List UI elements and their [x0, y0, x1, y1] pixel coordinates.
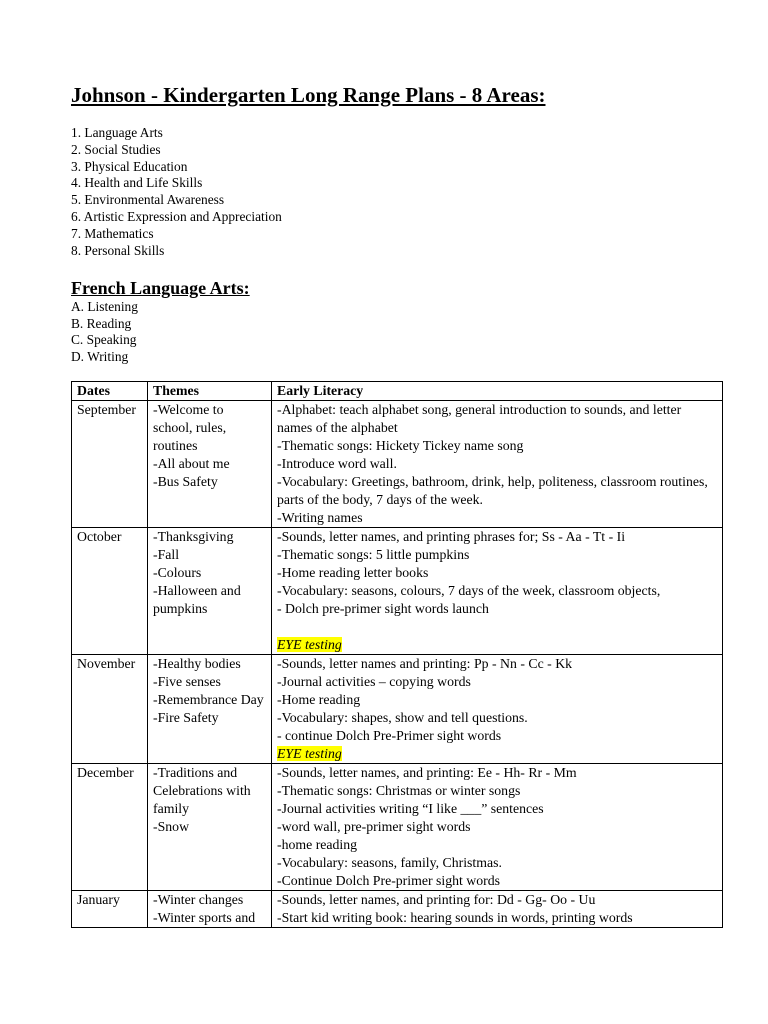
table-row [72, 764, 723, 891]
themes-cell [148, 401, 272, 528]
literacy-item: -Sounds, letter names, and printing phrases for; Ss - Aa - Tt - Ii [277, 529, 626, 544]
literacy-item: -Start kid writing book: hearing sounds in words, printing words [277, 910, 633, 925]
theme-item: -Traditions and Celebrations with family [153, 765, 251, 816]
section-heading: French Language Arts: [71, 278, 250, 298]
theme-item: -Remembrance Day [153, 692, 264, 707]
themes-cell [148, 655, 272, 764]
literacy-item: -Home reading [277, 692, 361, 707]
literacy-item: -Vocabulary: Greetings, bathroom, drink, help, politeness, classroom routines, parts of the body, 7 days of the week. [277, 474, 708, 507]
themes-cell [148, 891, 272, 928]
theme-item: -Welcome to school, rules, routines [153, 402, 227, 453]
literacy-item: -Vocabulary: shapes, show and tell questions. [277, 710, 528, 725]
literacy-item: -Sounds, letter names and printing: Pp - Nn - Cc - Kk [277, 656, 573, 671]
column-header-themes: Themes [148, 382, 272, 401]
date-cell: December [72, 764, 148, 891]
list-item: D. Writing [71, 348, 129, 364]
literacy-item: -Thematic songs: Hickety Tickey name song [277, 438, 524, 453]
theme-item: -Halloween and pumpkins [153, 583, 241, 616]
literacy-item: -Continue Dolch Pre-primer sight words [277, 873, 501, 888]
list-item: B. Reading [71, 315, 132, 331]
table-row [72, 401, 723, 528]
list-item: 2. Social Studies [71, 141, 161, 157]
literacy-cell [272, 655, 723, 764]
table-row [72, 528, 723, 655]
theme-item: -Colours [153, 565, 202, 580]
themes-cell [148, 528, 272, 655]
table-row [72, 655, 723, 764]
literacy-item: -Alphabet: teach alphabet song, general introduction to sounds, and letter names of the alphabet [277, 402, 682, 435]
list-item: C. Speaking [71, 332, 137, 347]
literacy-item: -Sounds, letter names, and printing: Ee - Hh- Rr - Mm [277, 765, 577, 780]
theme-item: -Bus Safety [153, 474, 218, 489]
list-item: 6. Artistic Expression and Appreciation [71, 208, 282, 224]
theme-item: -Healthy bodies [153, 656, 241, 671]
table-row [72, 891, 723, 928]
theme-item: -Winter sports and [153, 910, 256, 925]
date-cell: January [72, 891, 148, 928]
literacy-item: -word wall, pre-primer sight words [277, 819, 471, 834]
theme-item: -Winter changes [153, 892, 244, 907]
literacy-item: -Journal activities writing “I like ___” sentences [277, 801, 544, 816]
literacy-item: - continue Dolch Pre-Primer sight words [277, 728, 502, 743]
eye-testing-highlight: EYE testing [277, 637, 342, 652]
list-item: 1. Language Arts [71, 125, 163, 140]
theme-item: -Five senses [153, 674, 221, 689]
list-item: A. Listening [71, 299, 138, 314]
literacy-item: -Sounds, letter names, and printing for: Dd - Gg- Oo - Uu [277, 892, 596, 907]
literacy-cell [272, 891, 723, 928]
blank-line [277, 618, 717, 636]
theme-item: -Snow [153, 819, 190, 834]
theme-item: -Fire Safety [153, 710, 219, 725]
literacy-item: -Writing names [277, 510, 363, 525]
literacy-item: - Dolch pre-primer sight words launch [277, 601, 489, 616]
literacy-cell [272, 401, 723, 528]
literacy-item: -home reading [277, 837, 358, 852]
eye-testing-highlight: EYE testing [277, 746, 342, 761]
plans-table [71, 381, 723, 928]
areas-list [71, 125, 282, 259]
column-header-dates: Dates [72, 382, 148, 401]
theme-item: -Fall [153, 547, 180, 562]
list-item: 3. Physical Education [71, 158, 188, 174]
list-item: 5. Environmental Awareness [71, 192, 225, 208]
strands-list [71, 299, 138, 365]
date-cell: November [72, 655, 148, 764]
date-cell: September [72, 401, 148, 528]
literacy-item: -Thematic songs: Christmas or winter songs [277, 783, 521, 798]
column-header-early-literacy: Early Literacy [272, 382, 723, 401]
table-header-row [72, 382, 723, 401]
theme-item: -All about me [153, 456, 230, 471]
literacy-cell [272, 528, 723, 655]
literacy-item: -Vocabulary: seasons, family, Christmas. [277, 855, 502, 870]
literacy-item: -Thematic songs: 5 little pumpkins [277, 547, 470, 562]
literacy-item: -Home reading letter books [277, 565, 429, 580]
page-title: Johnson - Kindergarten Long Range Plans - 8 Areas: [71, 83, 546, 107]
literacy-item: -Vocabulary: seasons, colours, 7 days of the week, classroom objects, [277, 583, 661, 598]
themes-cell [148, 764, 272, 891]
list-item: 8. Personal Skills [71, 242, 165, 258]
literacy-item: -Introduce word wall. [277, 456, 397, 471]
theme-item: -Thanksgiving [153, 529, 234, 544]
literacy-item: -Journal activities – copying words [277, 674, 471, 689]
list-item: 7. Mathematics [71, 225, 154, 241]
date-cell: October [72, 528, 148, 655]
literacy-cell [272, 764, 723, 891]
list-item: 4. Health and Life Skills [71, 175, 203, 191]
